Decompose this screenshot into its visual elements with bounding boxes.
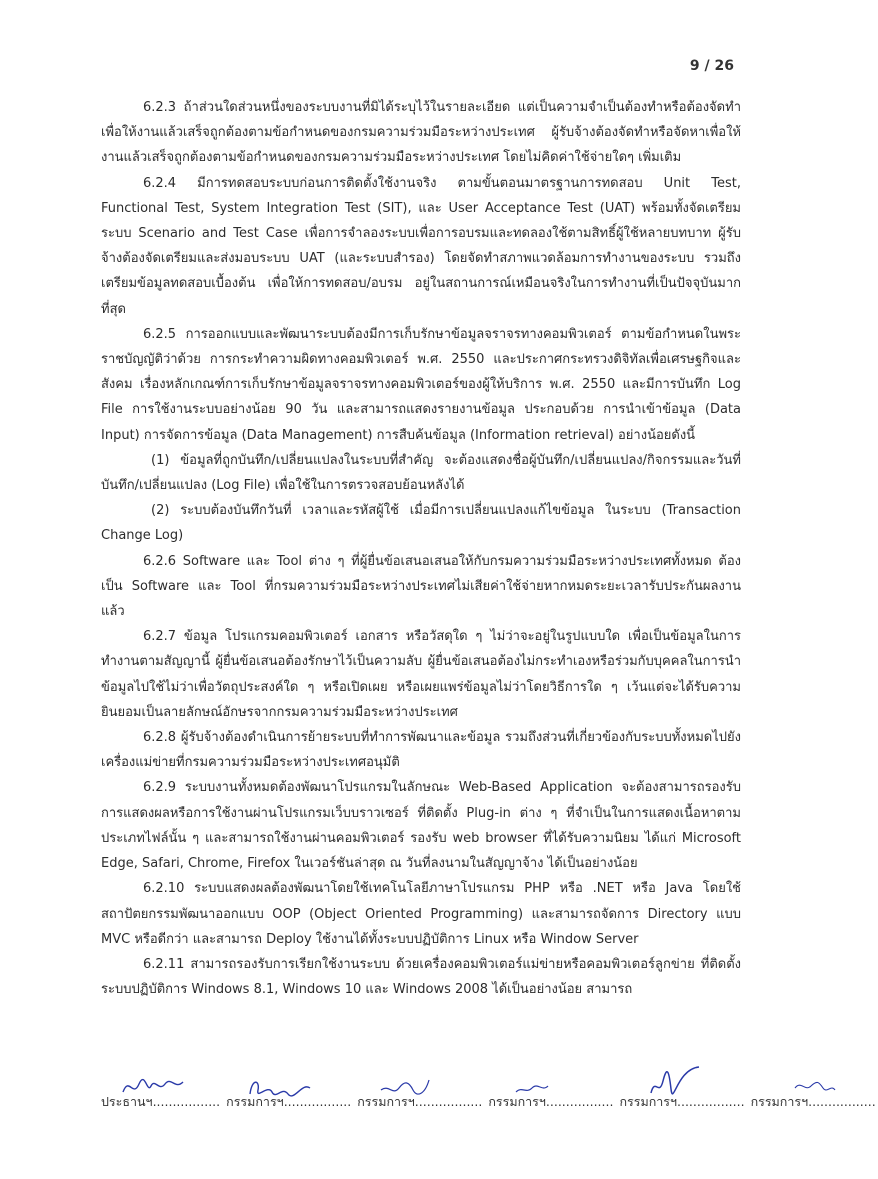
signature-dots: ................. bbox=[152, 1094, 221, 1109]
member-signature-line-2 bbox=[357, 1092, 482, 1112]
signature-dots: ................. bbox=[677, 1094, 745, 1109]
paragraph-6-2-10: 6.2.10 ระบบแสดงผลต้องพัฒนาโดยใช้เทคโนโลยีภาษาโปรแกรม PHP หรือ .NET หรือ Java โดยใช้สถาปัตยกรรมพัฒนาออกแบบ OOP (Object Oriented Programming) และสามารถจัดการ Directory แบบ MVC หรือดีกว่า และสามารถ Deploy ใช้งานได้ทั้งระบบปฏิบัติการ Linux หรือ Window Server bbox=[101, 881, 741, 947]
paragraph-6-2-5-item-2: (2) ระบบต้องบันทึกวันที่ เวลาและรหัสผู้ใช้ เมื่อมีการเปลี่ยนแปลงแก้ไขข้อมูล ในระบบ (Transaction Change Log) bbox=[101, 503, 741, 544]
paragraph-6-2-5: 6.2.5 การออกแบบและพัฒนาระบบต้องมีการเก็บรักษาข้อมูลจราจรทางคอมพิวเตอร์ ตามข้อกำหนดในพระราชบัญญัติว่าด้วย การกระทำความผิดทางคอมพิวเตอร์ พ.ศ. 2550 และประกาศกระทรวงดิจิทัลเพื่อเศรษฐกิจและสังคม เรื่องหลักเกณฑ์การเก็บรักษาข้อมูลจราจรทางคอมพิวเตอร์ของผู้ให้บริการ พ.ศ. 2550 และมีการบันทึก Log File การใช้งานระบบอย่างน้อย 90 วัน และสามารถแสดงรายงานข้อมูล ประกอบด้วย การนำเข้าข้อมูล (Data Input) การจัดการข้อมูล (Data Management) การสืบค้นข้อมูล (Information retrieval) อย่างน้อยดังนี้ bbox=[101, 326, 741, 443]
handwritten-signature bbox=[119, 1072, 189, 1102]
signature-dots: ................. bbox=[808, 1094, 876, 1109]
signature-footer bbox=[101, 1092, 876, 1112]
paragraph-6-2-5-item-1: (1) ข้อมูลที่ถูกบันทึก/เปลี่ยนแปลงในระบบที่สำคัญ จะต้องแสดงชื่อผู้บันทึก/เปลี่ยนแปลง/กิจกรรมและวันที่บันทึก/เปลี่ยนแปลง (Log File) เพื่อใช้ในการตรวจสอบย้อนหลังได้ bbox=[101, 452, 741, 494]
member-label: กรรมการฯ bbox=[488, 1094, 546, 1109]
member-label: กรรมการฯ bbox=[619, 1094, 678, 1109]
chair-label: ประธานฯ bbox=[101, 1094, 153, 1109]
member-label: กรรมการฯ bbox=[226, 1094, 284, 1109]
handwritten-signature bbox=[244, 1072, 314, 1102]
page-number: 9 / 26 bbox=[689, 58, 734, 74]
member-signature-line-3 bbox=[488, 1092, 613, 1112]
signature-dots: ................. bbox=[545, 1094, 614, 1109]
member-signature-line-1 bbox=[226, 1092, 351, 1112]
handwritten-signature bbox=[791, 1072, 861, 1102]
chair-signature-line bbox=[101, 1092, 220, 1112]
member-signature-line-4 bbox=[619, 1092, 744, 1112]
paragraph-6-2-11: 6.2.11 สามารถรองรับการเรียกใช้งานระบบ ด้วยเครื่องคอมพิวเตอร์แม่ข่ายหรือคอมพิวเตอร์ลูกข่าย ที่ติดตั้งระบบปฏิบัติการ Windows 8.1, Windows 10 และ Windows 2008 ได้เป็นอย่างน้อย สามารถ bbox=[101, 956, 741, 998]
signature-dots: ................. bbox=[414, 1094, 483, 1109]
member-label: กรรมการฯ bbox=[750, 1094, 809, 1109]
signature-dots: ................. bbox=[283, 1094, 352, 1109]
paragraph-6-2-4: 6.2.4 มีการทดสอบระบบก่อนการติดตั้งใช้งานจริง ตามขั้นตอนมาตรฐานการทดสอบ Unit Test, Functional Test, System Integration Test (SIT), และ User Acceptance Test (UAT) พร้อมทั้งจัดเตรียมระบบ Scenario and Test Case เพื่อการจำลองระบบเพื่อการอบรมและทดลองใช้ตามสิทธิ์ผู้ใช้หลายบทบาท ผู้รับจ้างต้องจัดเตรียมและส่งมอบระบบ UAT (และระบบสำรอง) โดยจัดทำสภาพแวดล้อมการทำงานของระบบ รวมถึงเตรียมข้อมูลทดสอบเบื้องต้น เพื่อให้การทดสอบ/อบรม อยู่ในสถานการณ์เหมือนจริงในการทำงานที่เป็นปัจจุบันมากที่สุด bbox=[101, 175, 741, 317]
paragraph-6-2-6: 6.2.6 Software และ Tool ต่าง ๆ ที่ผู้ยื่นข้อเสนอเสนอให้กับกรมความร่วมมือระหว่างประเทศทั้งหมด ต้องเป็น Software และ Tool ที่กรมความร่วมมือระหว่างประเทศไม่เสียค่าใช้จ่ายหากหมดระยะเวลารับประกันผลงานแล้ว bbox=[101, 553, 741, 620]
handwritten-signature bbox=[637, 1062, 707, 1102]
handwritten-signature bbox=[506, 1072, 576, 1102]
handwritten-signature bbox=[375, 1072, 445, 1102]
paragraph-6-2-3: 6.2.3 ถ้าส่วนใดส่วนหนึ่งของระบบงานที่มิได้ระบุไว้ในรายละเอียด แต่เป็นความจำเป็นต้องทำหรือต้องจัดทำเพื่อให้งานแล้วเสร็จถูกต้องตามข้อกำหนดของกรมความร่วมมือระหว่างประเทศ ผู้รับจ้างต้องจัดทำหรือจัดหาเพื่อให้งานแล้วเสร็จถูกต้องตามข้อกำหนดของกรมความร่วมมือระหว่างประเทศ โดยไม่คิดค่าใช้จ่ายใดๆ เพิ่มเติม bbox=[101, 100, 741, 166]
paragraph-6-2-7: 6.2.7 ข้อมูล โปรแกรมคอมพิวเตอร์ เอกสาร หรือวัสดุใด ๆ ไม่ว่าจะอยู่ในรูปแบบใด เพื่อเป็นข้อมูลในการทำงานตามสัญญานี้ ผู้ยื่นข้อเสนอต้องรักษาไว้เป็นความลับ ผู้ยื่นข้อเสนอต้องไม่กระทำเองหรือร่วมกับบุคคลในการนำข้อมูลไปใช้ไม่ว่าเพื่อวัตถุประสงค์ใด ๆ หรือเปิดเผย หรือเผยแพร่ข้อมูลไม่ว่าโดยวิธีการใด ๆ เว้นแต่จะได้รับความยินยอมเป็นลายลักษณ์อักษรจากกรมความร่วมมือระหว่างประเทศ bbox=[101, 629, 741, 720]
paragraph-6-2-9: 6.2.9 ระบบงานทั้งหมดต้องพัฒนาโปรแกรมในลักษณะ Web-Based Application จะต้องสามารถรองรับการแสดงผลหรือการใช้งานผ่านโปรแกรมเว็บบราวเซอร์ ที่ติดตั้ง Plug-in ต่าง ๆ ที่จำเป็นในการแสดงเนื้อหาตามประเภทไฟล์นั้น ๆ และสามารถใช้งานผ่านคอมพิวเตอร์ รองรับ web browser ที่ได้รับความนิยม ได้แก่ Microsoft Edge, Safari, Chrome, Firefox ในเวอร์ชันล่าสุด ณ วันที่ลงนามในสัญญาจ้าง ได้เป็นอย่างน้อย bbox=[101, 780, 741, 872]
member-signature-line-5 bbox=[751, 1092, 876, 1112]
document-body bbox=[101, 95, 741, 1002]
member-label: กรรมการฯ bbox=[357, 1094, 415, 1109]
paragraph-6-2-8: 6.2.8 ผู้รับจ้างต้องดำเนินการย้ายระบบที่ทำการพัฒนาและข้อมูล รวมถึงส่วนที่เกี่ยวข้องกับระบบทั้งหมดไปยังเครื่องแม่ข่ายที่กรมความร่วมมือระหว่างประเทศอนุมัติ bbox=[101, 730, 741, 771]
